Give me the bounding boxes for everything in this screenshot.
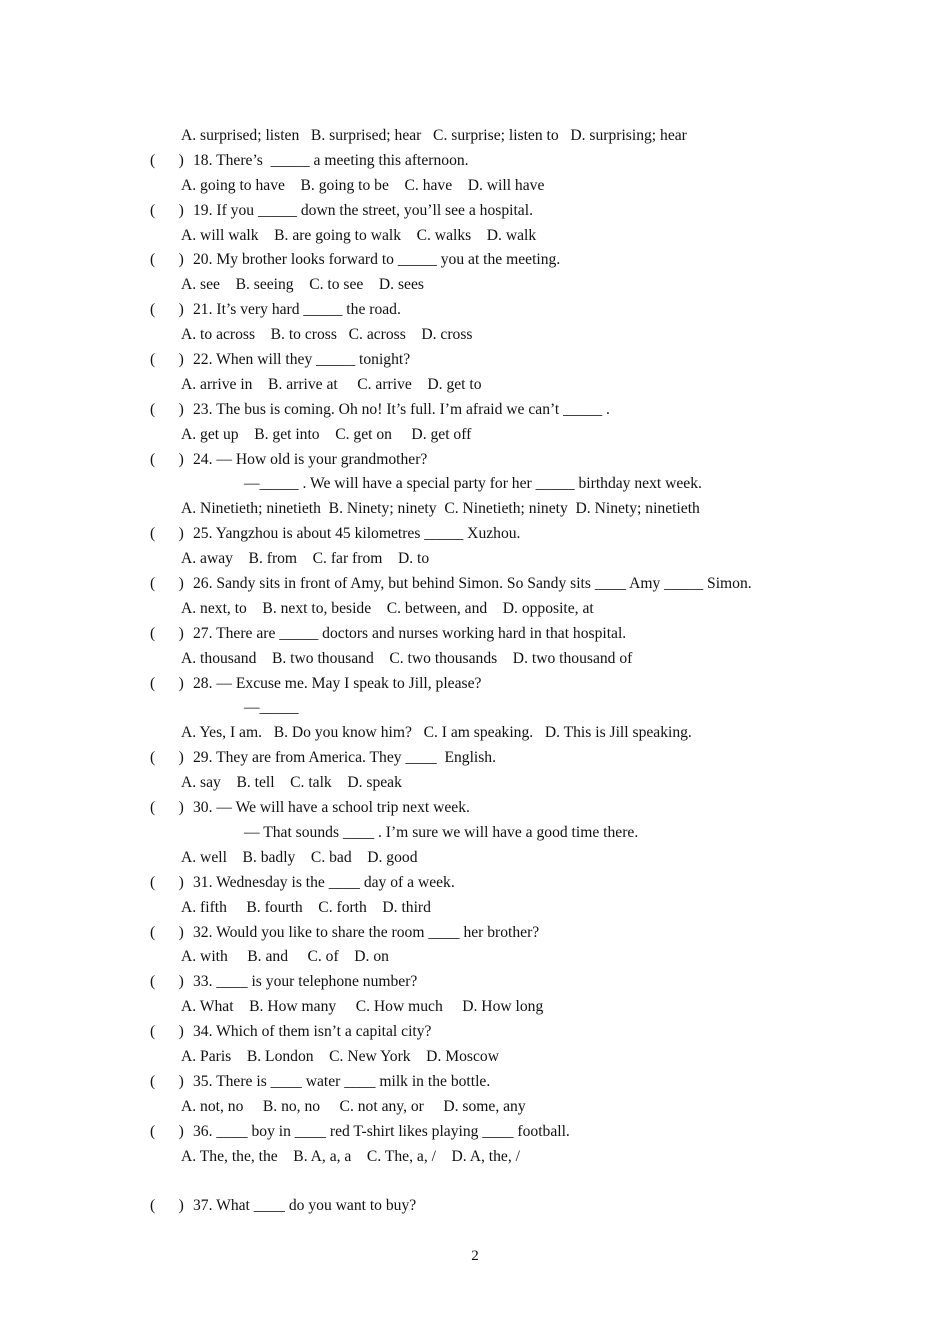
line-text: 30. — We will have a school trip next week. [193, 799, 470, 817]
answer-bracket: ( ) [150, 400, 184, 418]
line-text: 22. When will they _____ tonight? [193, 351, 411, 369]
line-text: 34. Which of them isn’t a capital city? [193, 1023, 432, 1041]
question-line [0, 871, 950, 896]
answer-bracket: ( ) [150, 674, 184, 692]
answer-bracket: ( ) [150, 749, 184, 767]
options-line [0, 597, 950, 622]
line-text: 19. If you _____ down the street, you’ll see a hospital. [193, 201, 533, 219]
question-line [0, 1070, 950, 1095]
answer-bracket: ( ) [150, 1072, 184, 1090]
page-number: 2 [471, 1248, 479, 1264]
line-text: 33. ____ is your telephone number? [193, 973, 418, 991]
line-text: —_____ . We will have a special party for her _____ birthday next week. [244, 475, 702, 493]
options-line [0, 174, 950, 199]
options-line [0, 1145, 950, 1170]
dialogue-reply-line [0, 696, 950, 721]
question-line [0, 672, 950, 697]
answer-bracket: ( ) [150, 151, 184, 169]
options-line [0, 721, 950, 746]
question-line [0, 572, 950, 597]
options-line [0, 497, 950, 522]
line-text: 25. Yangzhou is about 45 kilometres _____ Xuzhou. [193, 525, 521, 543]
line-text: 36. ____ boy in ____ red T-shirt likes playing ____ football. [193, 1122, 570, 1140]
blank-line [0, 1169, 950, 1194]
question-line [0, 1020, 950, 1045]
answer-bracket: ( ) [150, 525, 184, 543]
line-text: A. Ninetieth; ninetieth B. Ninety; ninety C. Ninetieth; ninety D. Ninety; ninetieth [181, 500, 700, 518]
answer-bracket: ( ) [150, 624, 184, 642]
line-text: — That sounds ____ . I’m sure we will have a good time there. [244, 823, 639, 841]
line-text: A. get up B. get into C. get on D. get off [181, 425, 472, 443]
options-line [0, 423, 950, 448]
dialogue-reply-line [0, 472, 950, 497]
options-line [0, 547, 950, 572]
line-text: A. What B. How many C. How much D. How long [181, 998, 544, 1016]
question-line [0, 398, 950, 423]
question-line [0, 149, 950, 174]
answer-bracket: ( ) [150, 575, 184, 593]
question-line [0, 348, 950, 373]
line-text: 18. There’s _____ a meeting this afternoon. [193, 151, 469, 169]
question-list [0, 124, 950, 1219]
line-text: A. see B. seeing C. to see D. sees [181, 276, 424, 294]
answer-bracket: ( ) [150, 1122, 184, 1140]
dialogue-reply-line [0, 821, 950, 846]
question-line [0, 921, 950, 946]
line-text: A. with B. and C. of D. on [181, 948, 389, 966]
question-line [0, 248, 950, 273]
answer-bracket: ( ) [150, 351, 184, 369]
answer-bracket: ( ) [150, 923, 184, 941]
line-text: 35. There is ____ water ____ milk in the bottle. [193, 1072, 491, 1090]
line-text: A. to across B. to cross C. across D. cross [181, 326, 473, 344]
line-text: 27. There are _____ doctors and nurses working hard in that hospital. [193, 624, 627, 642]
options-line [0, 373, 950, 398]
line-text: 20. My brother looks forward to _____ you at the meeting. [193, 251, 561, 269]
options-line [0, 224, 950, 249]
line-text: 29. They are from America. They ____ English. [193, 749, 496, 767]
line-text: 37. What ____ do you want to buy? [193, 1197, 417, 1215]
question-line [0, 746, 950, 771]
options-line [0, 1095, 950, 1120]
line-text: A. say B. tell C. talk D. speak [181, 774, 402, 792]
options-line [0, 273, 950, 298]
question-line [0, 622, 950, 647]
answer-bracket: ( ) [150, 873, 184, 891]
question-line [0, 298, 950, 323]
line-text: A. away B. from C. far from D. to [181, 550, 430, 568]
options-line [0, 647, 950, 672]
answer-bracket: ( ) [150, 799, 184, 817]
question-line [0, 1194, 950, 1219]
options-line [0, 896, 950, 921]
question-line [0, 970, 950, 995]
answer-bracket: ( ) [150, 1023, 184, 1041]
line-text: A. surprised; listen B. surprised; hear C. surprise; listen to D. surprising; hear [181, 127, 687, 144]
line-text: A. going to have B. going to be C. have D. will have [181, 176, 545, 194]
options-line [0, 124, 950, 149]
question-line [0, 796, 950, 821]
line-text: A. not, no B. no, no C. not any, or D. some, any [181, 1097, 526, 1115]
line-text: A. Paris B. London C. New York D. Moscow [181, 1047, 499, 1065]
line-text: 24. — How old is your grandmother? [193, 450, 428, 468]
question-line [0, 1120, 950, 1145]
answer-bracket: ( ) [150, 301, 184, 319]
line-text: A. next, to B. next to, beside C. between, and D. opposite, at [181, 599, 594, 617]
line-text: A. Yes, I am. B. Do you know him? C. I am speaking. D. This is Jill speaking. [181, 724, 692, 742]
question-line [0, 522, 950, 547]
line-text: 23. The bus is coming. Oh no! It’s full. I’m afraid we can’t _____ . [193, 400, 610, 418]
line-text: 28. — Excuse me. May I speak to Jill, please? [193, 674, 482, 692]
options-line [0, 995, 950, 1020]
options-line [0, 323, 950, 348]
answer-bracket: ( ) [150, 450, 184, 468]
line-text: 21. It’s very hard _____ the road. [193, 301, 401, 319]
line-text: 26. Sandy sits in front of Amy, but behind Simon. So Sandy sits ____ Amy _____ Simon. [193, 575, 752, 593]
line-text: 32. Would you like to share the room ____ her brother? [193, 923, 540, 941]
question-line [0, 199, 950, 224]
options-line [0, 1045, 950, 1070]
answer-bracket: ( ) [150, 201, 184, 219]
options-line [0, 945, 950, 970]
question-line [0, 448, 950, 473]
line-text: —_____ [244, 699, 299, 717]
answer-bracket: ( ) [150, 1197, 184, 1215]
answer-bracket: ( ) [150, 973, 184, 991]
answer-bracket: ( ) [150, 251, 184, 269]
options-line [0, 846, 950, 871]
line-text: 31. Wednesday is the ____ day of a week. [193, 873, 455, 891]
line-text: A. arrive in B. arrive at C. arrive D. get to [181, 375, 482, 393]
line-text: A. thousand B. two thousand C. two thousands D. two thousand of [181, 649, 633, 667]
options-line [0, 771, 950, 796]
line-text: A. well B. badly C. bad D. good [181, 848, 418, 866]
line-text: A. will walk B. are going to walk C. walks D. walk [181, 226, 537, 244]
line-text: A. fifth B. fourth C. forth D. third [181, 898, 431, 916]
line-text: A. The, the, the B. A, a, a C. The, a, / D. A, the, / [181, 1147, 520, 1165]
